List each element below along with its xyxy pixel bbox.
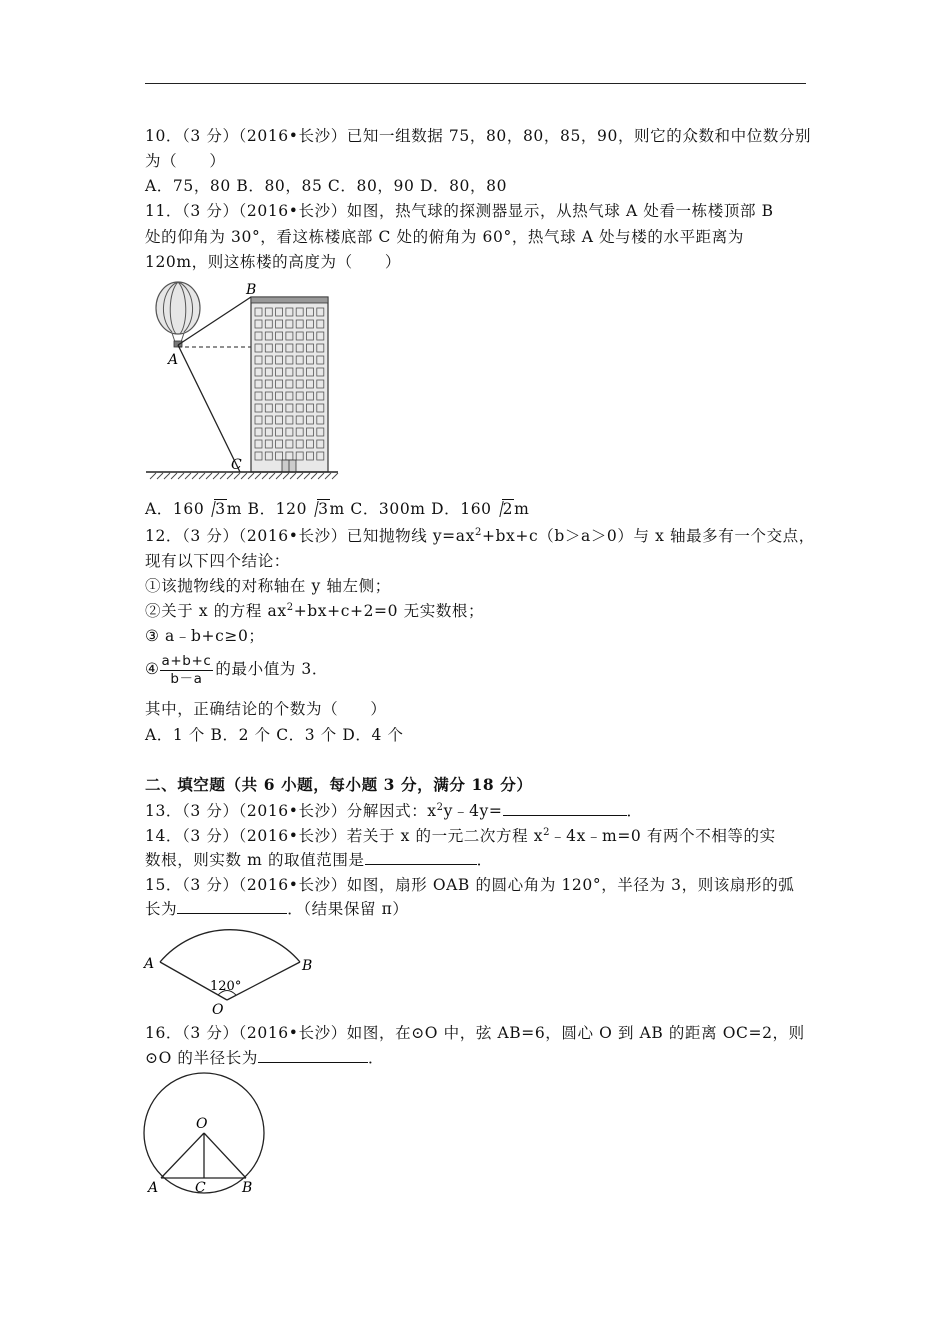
ground-hatch (164, 473, 170, 479)
ground-hatch (255, 473, 261, 479)
sqrt-symbol: 2 (492, 499, 514, 519)
q15-angle-label: 120° (210, 979, 242, 994)
ground-hatch (206, 473, 212, 479)
ground-hatch (248, 473, 254, 479)
q15-answer-blank[interactable] (177, 899, 287, 914)
ground-hatch (318, 473, 324, 479)
ground-hatch (199, 473, 205, 479)
ground-hatch (157, 473, 163, 479)
q11-balloon-building-figure (142, 278, 342, 480)
q13-answer-blank[interactable] (503, 801, 627, 816)
q16-label-a: A (148, 1180, 159, 1196)
q10-stem-line1: 10．（3 分）（2016•长沙）已知一组数据 75，80，80，85，90，则它的众数和中位数分别 (145, 127, 812, 145)
ground-hatch (311, 473, 317, 479)
q14-stem-line1: 14．（3 分）（2016•长沙）若关于 x 的一元二次方程 $x^2﹣4x﹣m=0$ 有两个不相等的实 (145, 827, 776, 845)
q12-conclusion-3: ③ a﹣b+c≥0； (145, 627, 265, 645)
ground-hatch (185, 473, 191, 479)
ground-hatch (276, 473, 282, 479)
q13-stem: 13．（3 分）（2016•长沙）分解因式：$x^2y﹣4y=$ ． (145, 802, 643, 820)
fraction: $\frac{a+b+c}{b-a}$ (161, 652, 212, 687)
ground-hatch (192, 473, 198, 479)
q12-conclusion-1: ①该抛物线的对称轴在 y 轴左侧； (145, 577, 391, 595)
ground-hatch (325, 473, 331, 479)
hot-air-balloon-icon (156, 282, 200, 347)
ground-hatch (234, 473, 240, 479)
q12-conclusion-4: ④ $\frac{a+b+c}{b-a}$ 的最小值为 3． (145, 652, 328, 687)
q11-label-b: B (246, 282, 257, 298)
ground-hatch (213, 473, 219, 479)
q14-stem-line2: 数根，则实数 m 的取值范围是 ． (145, 851, 493, 869)
q12-conclusion-2: ②关于 x 的方程 $ax^2+bx+c+2=0$ 无实数根； (145, 602, 485, 620)
q12-stem-line1: 12．（3 分）（2016•长沙）已知抛物线 $y=ax^2+bx+c(b>a>0)$与 x 轴最多有一个交点， (145, 527, 815, 545)
ground-hatch (283, 473, 289, 479)
q15-stem-line1: 15．（3 分）（2016•长沙）如图，扇形 OAB 的圆心角为 120°，半径为 3，则该扇形的弧 (145, 876, 795, 894)
q15-label-a: A (144, 956, 155, 972)
ground-hatch (262, 473, 268, 479)
q16-stem-line1: 16．（3 分）（2016•长沙）如图，在⊙O 中，弦 AB=6，圆心 O 到 AB 的距离 OC=2，则 (145, 1024, 805, 1042)
q11-label-a: A (168, 352, 179, 368)
q16-stem-line2: ⊙O 的半径长为 ． (145, 1049, 385, 1067)
q11-stem-line3: 120m，则这栋楼的高度为（ ） (145, 253, 401, 271)
q14-answer-blank[interactable] (365, 850, 477, 865)
q16-label-o: O (196, 1116, 208, 1132)
q16-label-c: C (195, 1180, 206, 1196)
ground-hatch (227, 473, 233, 479)
q15-label-b: B (302, 958, 313, 974)
q11-options: A．160 3m B．120 3m C．300m D．160 2m (145, 500, 530, 518)
header-rule (145, 83, 806, 84)
sqrt-symbol: 3 (307, 499, 329, 519)
q12-options: A．1 个 B．2 个 C．3 个 D．4 个 (145, 726, 404, 744)
q16-circle-figure (140, 1072, 270, 1196)
building-icon (251, 297, 328, 472)
q10-stem-line2: 为（ ） (145, 152, 226, 170)
ground-hatch (304, 473, 310, 479)
ground-hatch (171, 473, 177, 479)
ground-hatch (150, 473, 156, 479)
q15-stem-line2: 长为 ．（结果保留 π） (145, 900, 409, 918)
q11-label-c: C (231, 457, 242, 473)
q12-question: 其中，正确结论的个数为（ ） (145, 700, 387, 718)
section-2-title: 二、填空题（共 6 小题，每小题 3 分，满分 18 分） (145, 775, 533, 794)
q15-sector-figure (140, 922, 320, 1014)
ground-hatch (297, 473, 303, 479)
q10-options: A．75，80 B．80，85 C．80，90 D．80，80 (145, 177, 508, 195)
q12-stem-line2: 现有以下四个结论： (145, 552, 290, 570)
ground-hatch (178, 473, 184, 479)
ground-hatch (220, 473, 226, 479)
ground-hatch (241, 473, 247, 479)
q16-answer-blank[interactable] (258, 1048, 368, 1063)
ground-hatch (269, 473, 275, 479)
q15-label-o: O (212, 1002, 224, 1014)
ground-hatch (290, 473, 296, 479)
q16-label-b: B (242, 1180, 253, 1196)
q11-stem-line2: 处的仰角为 30°，看这栋楼底部 C 处的俯角为 60°，热气球 A 处与楼的水平距离为 (145, 228, 744, 246)
q11-stem-line1: 11．（3 分）（2016•长沙）如图，热气球的探测器显示，从热气球 A 处看一栋楼顶部 B (145, 202, 774, 220)
ground-hatch (332, 473, 338, 479)
sqrt-symbol: 3 (204, 499, 226, 519)
